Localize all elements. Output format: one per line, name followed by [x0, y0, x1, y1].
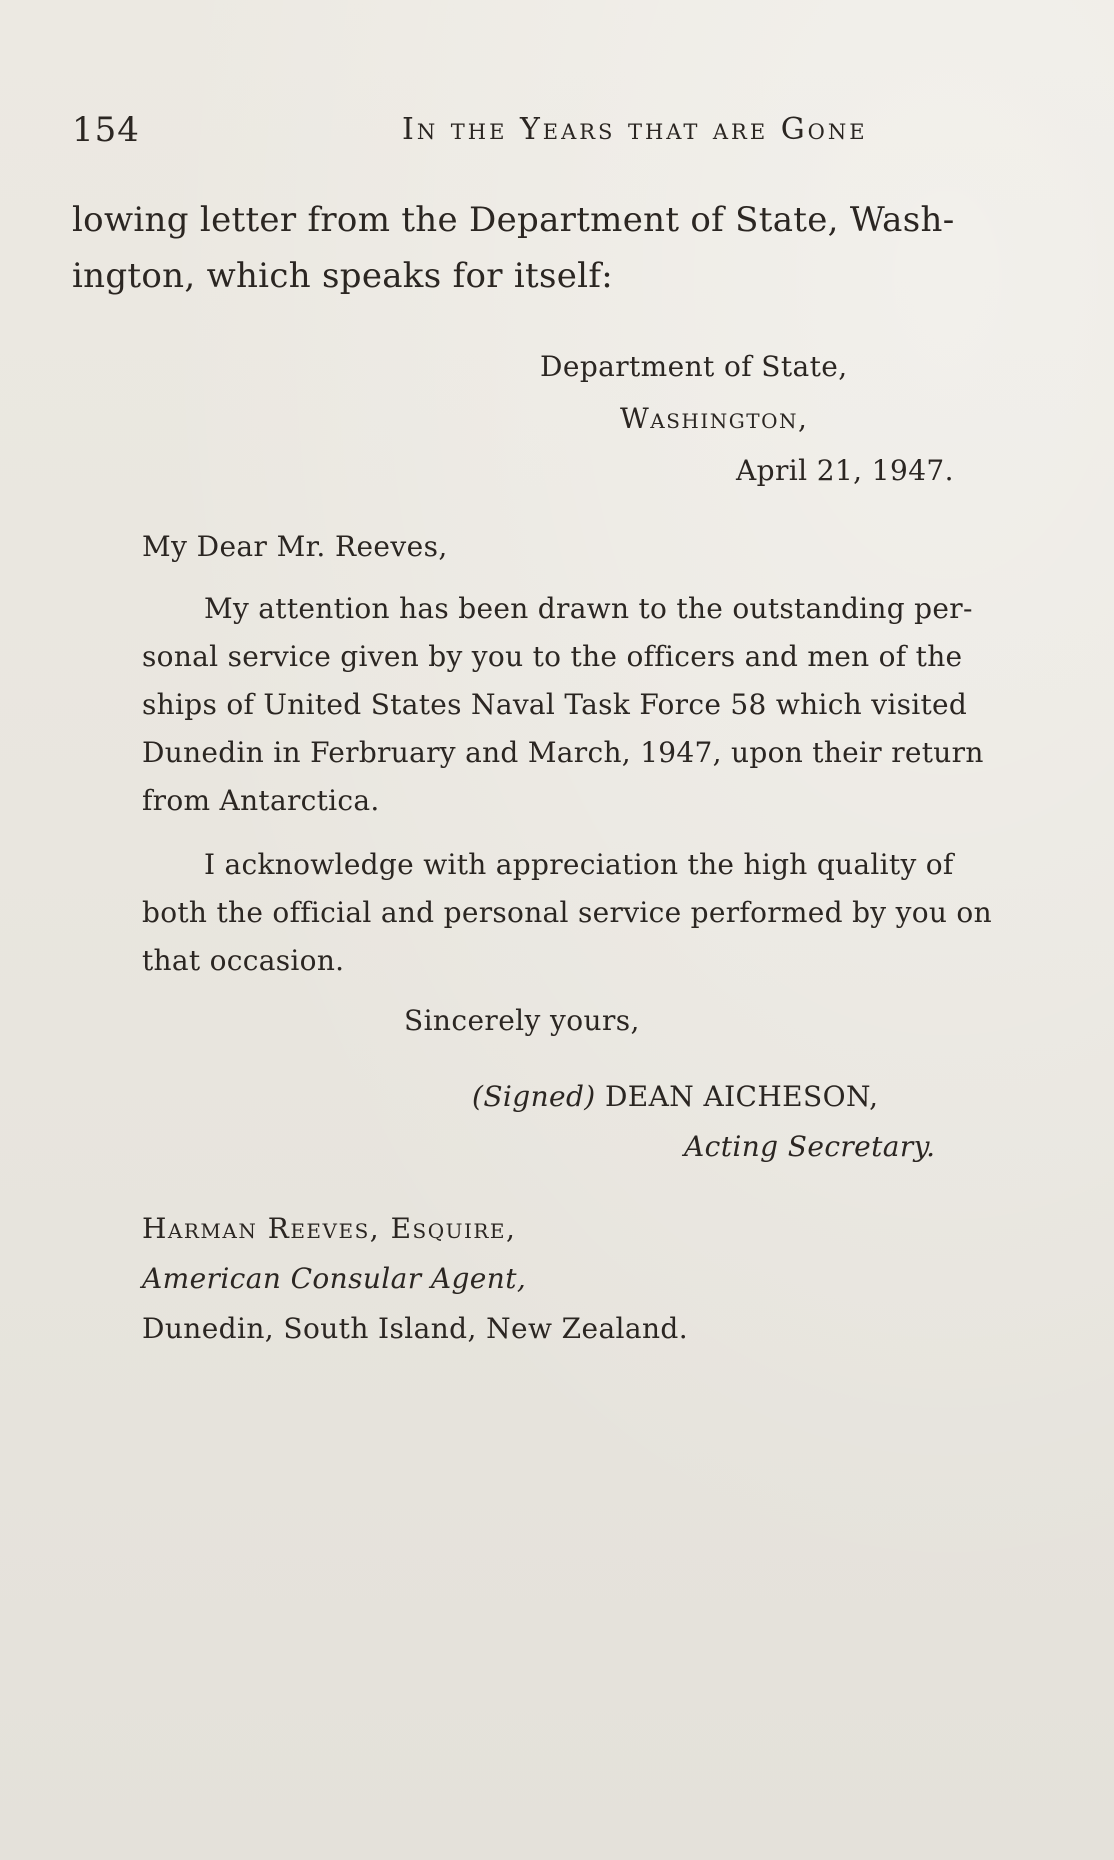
paragraph-line: ships of United States Naval Task Force 58 which visited: [142, 688, 968, 721]
signer-title: Acting Secretary.: [684, 1130, 936, 1163]
page-number: 154: [72, 110, 140, 150]
paragraph-line: sonal service given by you to the officers and men of the: [142, 640, 963, 673]
letter-city: Washington,: [620, 402, 809, 435]
addressee-title: American Consular Agent,: [142, 1262, 527, 1295]
paragraph-line: Dunedin in Ferbruary and March, 1947, upon their return: [142, 736, 984, 769]
addressee-location: Dunedin, South Island, New Zealand.: [142, 1312, 689, 1345]
paragraph-line: My attention has been drawn to the outstanding per-: [204, 592, 973, 625]
addressee-name: Harman Reeves, Esquire,: [142, 1212, 517, 1245]
running-head: In the Years that are Gone: [402, 112, 868, 147]
paragraph-line: I acknowledge with appreciation the high quality of: [204, 848, 954, 881]
paragraph-line: both the official and personal service performed by you on: [142, 896, 992, 929]
letter-closing: Sincerely yours,: [404, 1004, 640, 1037]
paragraph-line: from Antarctica.: [142, 784, 380, 817]
signature-line: [472, 1080, 878, 1113]
signed-marker: (Signed): [472, 1080, 596, 1113]
letter-date: April 21, 1947.: [736, 454, 954, 487]
intro-line: ington, which speaks for itself:: [72, 256, 613, 296]
letter-salutation: My Dear Mr. Reeves,: [142, 530, 448, 563]
letter-department: Department of State,: [540, 350, 848, 383]
signer-name: DEAN AICHESON,: [604, 1080, 879, 1113]
intro-line: lowing letter from the Department of State, Wash-: [72, 200, 955, 240]
paragraph-line: that occasion.: [142, 944, 345, 977]
